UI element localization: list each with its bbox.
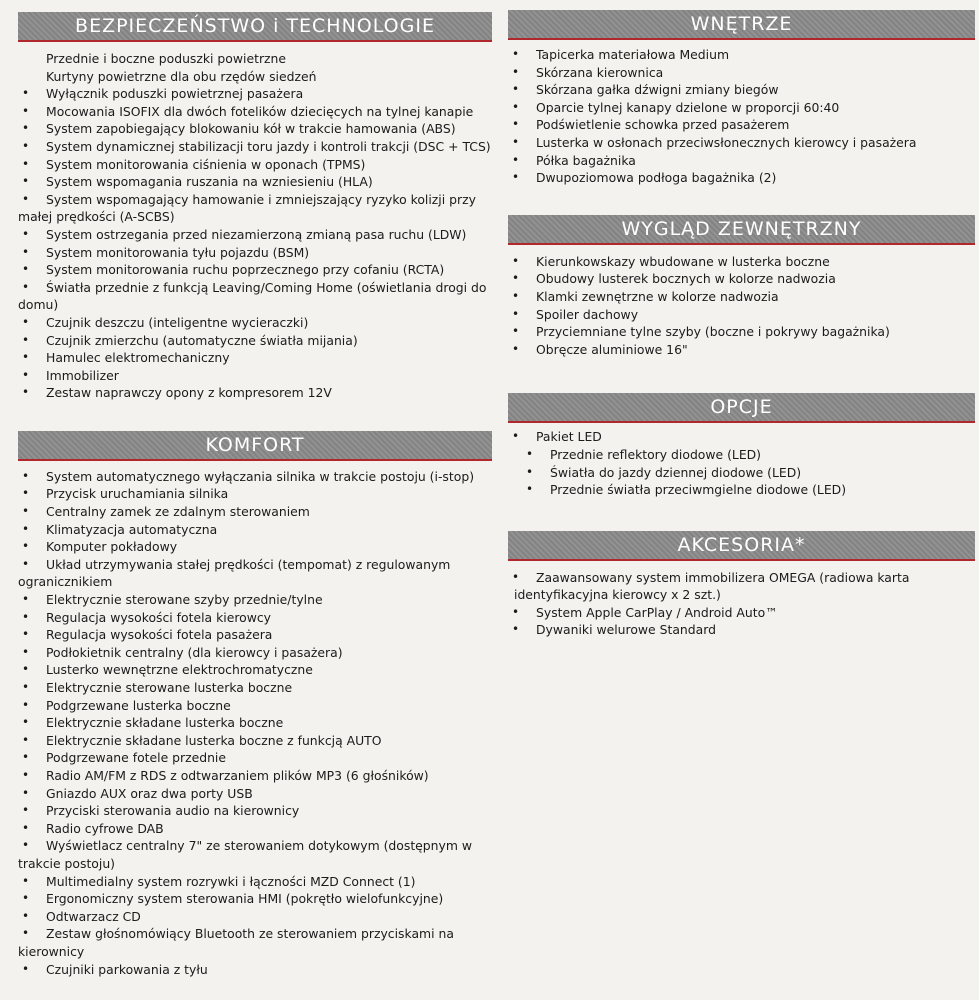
list-item-line: Zaawansowany system immobilizera OMEGA (radiowa karta (536, 569, 910, 585)
list-item: • Elektrycznie sterowane szyby przednie/tylne (18, 591, 492, 609)
list-item: • Kierunkowskazy wbudowane w lusterka boczne (508, 253, 975, 271)
list-item (18, 191, 492, 209)
list-item: • Lusterka w osłonach przeciwsłonecznych kierowcy i pasażera (508, 134, 975, 152)
list-item: Przednie i boczne poduszki powietrzne (46, 51, 287, 66)
list-item-continuation: trakcie postoju) (18, 855, 116, 871)
comfort-list (18, 468, 492, 978)
list-item: • Radio AM/FM z RDS z odtwarzaniem plików MP3 (6 głośników) (18, 767, 492, 785)
list-item-continuation: domu) (18, 297, 59, 313)
list-item: • Multimedialny system rozrywki i łączności MZD Connect (1) (18, 873, 492, 891)
list-item: • Podłokietnik centralny (dla kierowcy i pasażera) (18, 644, 492, 662)
list-item: • Przednie reflektory diodowe (LED) (508, 446, 975, 464)
list-item: • Tapicerka materiałowa Medium (508, 46, 975, 64)
list-item: • Światła do jazdy dziennej diodowe (LED) (508, 464, 975, 482)
section-header-comfort: KOMFORT (18, 431, 492, 461)
list-item: • Ergonomiczny system sterowania HMI (pokrętło wielofunkcyjne) (18, 890, 492, 908)
list-item: • System zapobiegający blokowaniu kół w trakcie hamowania (ABS) (18, 120, 492, 138)
list-item: • Czujnik zmierzchu (automatyczne światła mijania) (18, 332, 492, 350)
list-item: • Czujniki parkowania z tyłu (18, 961, 492, 979)
list-item: • Radio cyfrowe DAB (18, 820, 492, 838)
list-item: • Gniazdo AUX oraz dwa porty USB (18, 785, 492, 803)
list-item: • Półka bagażnika (508, 152, 975, 170)
list-item: • Spoiler dachowy (508, 306, 975, 324)
list-item: • Przednie światła przeciwmgielne diodowe (LED) (508, 481, 975, 499)
right-column (508, 0, 975, 639)
list-item: • Immobilizer (18, 367, 492, 385)
list-item: • Podgrzewane lusterka boczne (18, 697, 492, 715)
list-item: • Mocowania ISOFIX dla dwóch fotelików dziecięcych na tylnej kanapie (18, 103, 492, 121)
list-item-continuation: kierownicy (18, 943, 85, 959)
list-item: • Odtwarzacz CD (18, 908, 492, 926)
list-item: • Czujnik deszczu (inteligentne wycieraczki) (18, 314, 492, 332)
list-item: • Lusterko wewnętrzne elektrochromatyczne (18, 661, 492, 679)
list-item (18, 279, 492, 297)
list-item: • System ostrzegania przed niezamierzoną zmianą pasa ruchu (LDW) (18, 226, 492, 244)
list-item: • Obudowy lusterek bocznych w kolorze nadwozia (508, 270, 975, 288)
list-item (508, 569, 975, 587)
section-header-options: OPCJE (508, 393, 975, 423)
list-item-line: Światła przednie z funkcją Leaving/Coming Home (oświetlania drogi do (46, 279, 487, 295)
list-item (18, 837, 492, 855)
section-header-accessories: AKCESORIA* (508, 531, 975, 561)
list-item: • Podgrzewane fotele przednie (18, 749, 492, 767)
list-item (18, 925, 492, 943)
list-item: • Dywaniki welurowe Standard (508, 621, 975, 639)
list-item: • Klamki zewnętrzne w kolorze nadwozia (508, 288, 975, 306)
list-item: • Elektrycznie składane lusterka boczne z funkcją AUTO (18, 732, 492, 750)
list-item: • System monitorowania ciśnienia w oponach (TPMS) (18, 156, 492, 174)
interior-list (508, 46, 975, 187)
list-item (18, 556, 492, 574)
list-item: • Centralny zamek ze zdalnym sterowaniem (18, 503, 492, 521)
list-item-continuation: identyfikacyjna kierowcy x 2 szt.) (514, 587, 721, 603)
list-item: • System dynamicznej stabilizacji toru jazdy i kontroli trakcji (DSC + TCS) (18, 138, 492, 156)
list-item: • Regulacja wysokości fotela kierowcy (18, 609, 492, 627)
list-item: • System monitorowania tyłu pojazdu (BSM) (18, 244, 492, 262)
section-header-interior: WNĘTRZE (508, 10, 975, 40)
list-item: • Klimatyzacja automatyczna (18, 521, 492, 539)
accessories-list (508, 569, 975, 639)
list-item: • System monitorowania ruchu poprzecznego przy cofaniu (RCTA) (18, 261, 492, 279)
list-item-line: System wspomagający hamowanie i zmniejszający ryzyko kolizji przy (46, 191, 476, 207)
list-item: • Wyłącznik poduszki powietrznej pasażera (18, 85, 492, 103)
list-item: • System Apple CarPlay / Android Auto™ (508, 604, 975, 622)
list-item: • Regulacja wysokości fotela pasażera (18, 626, 492, 644)
section-header-safety: BEZPIECZEŃSTWO i TECHNOLOGIE (18, 12, 492, 42)
exterior-list (508, 253, 975, 359)
list-item: • Elektrycznie składane lusterka boczne (18, 714, 492, 732)
list-item: Kurtyny powietrzne dla obu rzędów siedzeń (46, 68, 317, 84)
list-item: • Elektrycznie sterowane lusterka boczne (18, 679, 492, 697)
list-item: • Hamulec elektromechaniczny (18, 349, 492, 367)
list-item: • Podświetlenie schowka przed pasażerem (508, 116, 975, 134)
list-item: • System wspomagania ruszania na wzniesieniu (HLA) (18, 173, 492, 191)
list-item: • Przycisk uruchamiania silnika (18, 485, 492, 503)
list-item: • Przyciemniane tylne szyby (boczne i pokrywy bagażnika) (508, 323, 975, 341)
list-item: • Zestaw naprawczy opony z kompresorem 12V (18, 384, 492, 402)
section-header-exterior: WYGLĄD ZEWNĘTRZNY (508, 215, 975, 245)
list-item: • Oparcie tylnej kanapy dzielone w proporcji 60:40 (508, 99, 975, 117)
list-item-line: Układ utrzymywania stałej prędkości (tempomat) z regulowanym (46, 556, 451, 572)
list-item-continuation: ogranicznikiem (18, 574, 113, 590)
safety-list (18, 50, 492, 402)
list-item: • Komputer pokładowy (18, 538, 492, 556)
list-item: • Skórzana kierownica (508, 64, 975, 82)
options-list (508, 428, 975, 498)
list-item-line: Zestaw głośnomówiący Bluetooth ze sterowaniem przyciskami na (46, 926, 454, 942)
list-item: • Przyciski sterowania audio na kierownicy (18, 802, 492, 820)
list-item: • Pakiet LED (508, 428, 975, 446)
list-item-line: Wyświetlacz centralny 7" ze sterowaniem dotykowym (dostępnym w (46, 838, 472, 854)
list-item: • Dwupoziomowa podłoga bagażnika (2) (508, 169, 975, 187)
list-item: • Obręcze aluminiowe 16" (508, 341, 975, 359)
list-item: • System automatycznego wyłączania silnika w trakcie postoju (i-stop) (18, 468, 492, 486)
list-item: • Skórzana gałka dźwigni zmiany biegów (508, 81, 975, 99)
list-item-continuation: małej prędkości (A-SCBS) (18, 209, 175, 225)
left-column (18, 0, 492, 978)
